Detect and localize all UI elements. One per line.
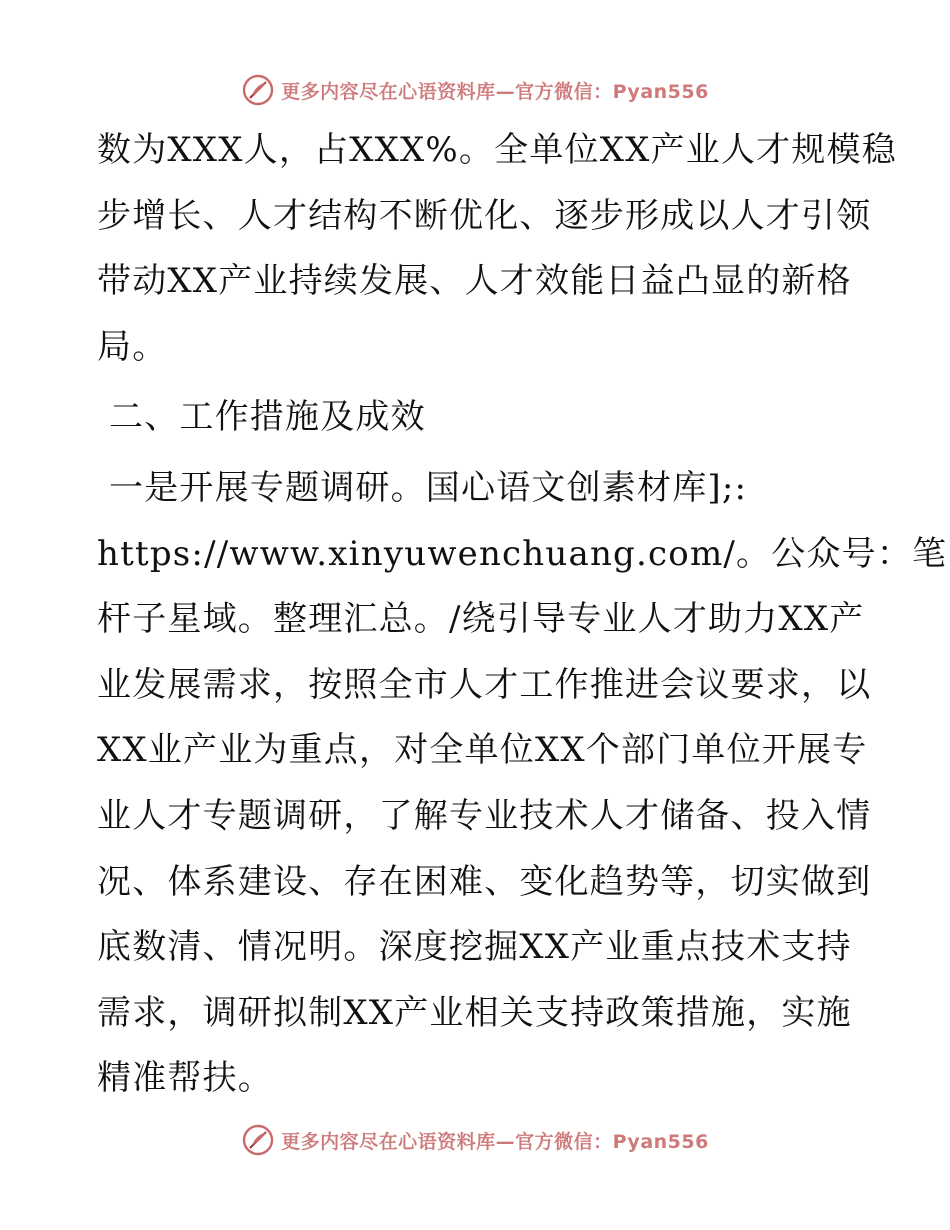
text-line: 底数清、情况明。深度挖掘XX产业重点技术支持	[97, 927, 852, 968]
feather-pen-logo-icon	[241, 73, 275, 107]
watermark-text: 更多内容尽在心语资料库—官方微信：Pyan556	[281, 80, 709, 103]
text-line: 业发展需求，按照全市人才工作推进会议要求，以	[97, 664, 872, 705]
text-line: 数为XXX人，占XXX%。全单位XX产业人才规模稳	[97, 130, 897, 170]
text-line: XX业产业为重点，对全单位XX个部门单位开展专	[97, 730, 868, 771]
footer-watermark	[0, 1120, 950, 1160]
text-line: 一是开展专题调研。国心语文创素材库];:	[109, 467, 748, 508]
text-line: https://www.xinyuwenchuang.com/。公众号：笔	[97, 533, 948, 574]
feather-pen-logo-icon	[241, 1123, 275, 1157]
watermark-text: 更多内容尽在心语资料库—官方微信：Pyan556	[281, 1130, 709, 1153]
text-line: 杆子星域。整理汇总。/绕引导专业人才助力XX产	[97, 599, 865, 640]
text-line: 精准帮扶。	[97, 1058, 273, 1099]
text-line: 需求，调研拟制XX产业相关支持政策措施，实施	[97, 992, 852, 1033]
text-line: 业人才专题调研，了解专业技术人才储备、投入情	[97, 795, 872, 836]
text-line: 带动XX产业持续发展、人才效能日益凸显的新格	[97, 261, 852, 302]
text-line: 步增长、人才结构不断优化、逐步形成以人才引领	[97, 195, 872, 236]
document-body	[97, 118, 948, 1112]
text-line: 局。	[97, 326, 168, 367]
header-watermark	[0, 70, 950, 110]
section-heading: 二、工作措施及成效	[109, 397, 426, 438]
text-line: 况、体系建设、存在困难、变化趋势等，切实做到	[97, 861, 872, 902]
